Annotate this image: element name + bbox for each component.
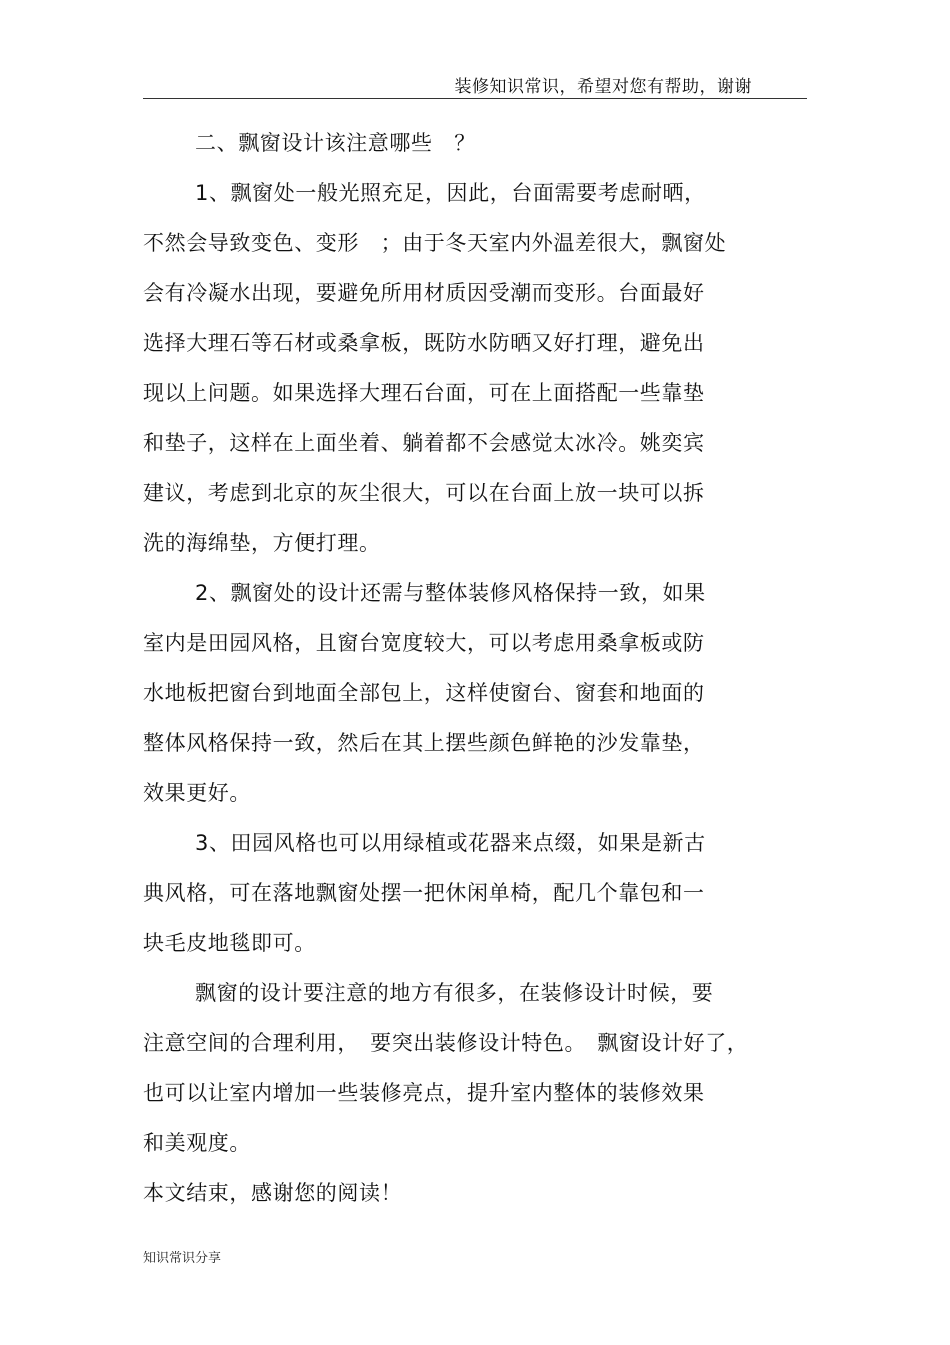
paragraph-line: 和垫子，这样在上面坐着、躺着都不会感觉太冰冷。姚奕宾 <box>143 431 705 455</box>
paragraph-line: 2、飘窗处的设计还需与整体装修风格保持一致，如果 <box>195 581 706 605</box>
paragraph-line: 水地板把窗台到地面全部包上，这样使窗台、窗套和地面的 <box>143 681 705 705</box>
paragraph-line: 效果更好。 <box>143 781 251 805</box>
paragraph-line: 和美观度。 <box>143 1131 251 1155</box>
section-title: 二、飘窗设计该注意哪些 ？ <box>195 131 476 155</box>
paragraph-line: 注意空间的合理利用， 要突出装修设计特色。 飘窗设计好了， <box>143 1031 749 1055</box>
paragraph-line: 1、飘窗处一般光照充足，因此，台面需要考虑耐晒， <box>195 181 706 205</box>
page-footer: 知识常识分享 <box>143 1251 222 1266</box>
paragraph-line: 选择大理石等石材或桑拿板，既防水防晒又好打理，避免出 <box>143 331 705 355</box>
paragraph-line: 3、田园风格也可以用绿植或花器来点缀，如果是新古 <box>195 831 706 855</box>
paragraph-line: 建议，考虑到北京的灰尘很大，可以在台面上放一块可以拆 <box>143 481 705 505</box>
paragraph-line: 也可以让室内增加一些装修亮点，提升室内整体的装修效果 <box>143 1081 705 1105</box>
paragraph-line: 不然会导致变色、变形 ；由于冬天室内外温差很大，飘窗处 <box>143 231 727 255</box>
paragraph-line: 室内是田园风格，且窗台宽度较大，可以考虑用桑拿板或防 <box>143 631 705 655</box>
paragraph-line: 整体风格保持一致，然后在其上摆些颜色鲜艳的沙发靠垫， <box>143 731 705 755</box>
closing-line: 本文结束，感谢您的阅读！ <box>143 1181 403 1205</box>
paragraph-line: 会有冷凝水出现，要避免所用材质因受潮而变形。台面最好 <box>143 281 705 305</box>
paragraph-line: 飘窗的设计要注意的地方有很多，在装修设计时候，要 <box>195 981 714 1005</box>
paragraph-line: 块毛皮地毯即可。 <box>143 931 316 955</box>
paragraph-line: 典风格，可在落地飘窗处摆一把休闲单椅，配几个靠包和一 <box>143 881 705 905</box>
paragraph-line: 洗的海绵垫，方便打理。 <box>143 531 381 555</box>
paragraph-line: 现以上问题。如果选择大理石台面，可在上面搭配一些靠垫 <box>143 381 705 405</box>
header-text: 装修知识常识，希望对您有帮助，谢谢 <box>454 77 752 97</box>
